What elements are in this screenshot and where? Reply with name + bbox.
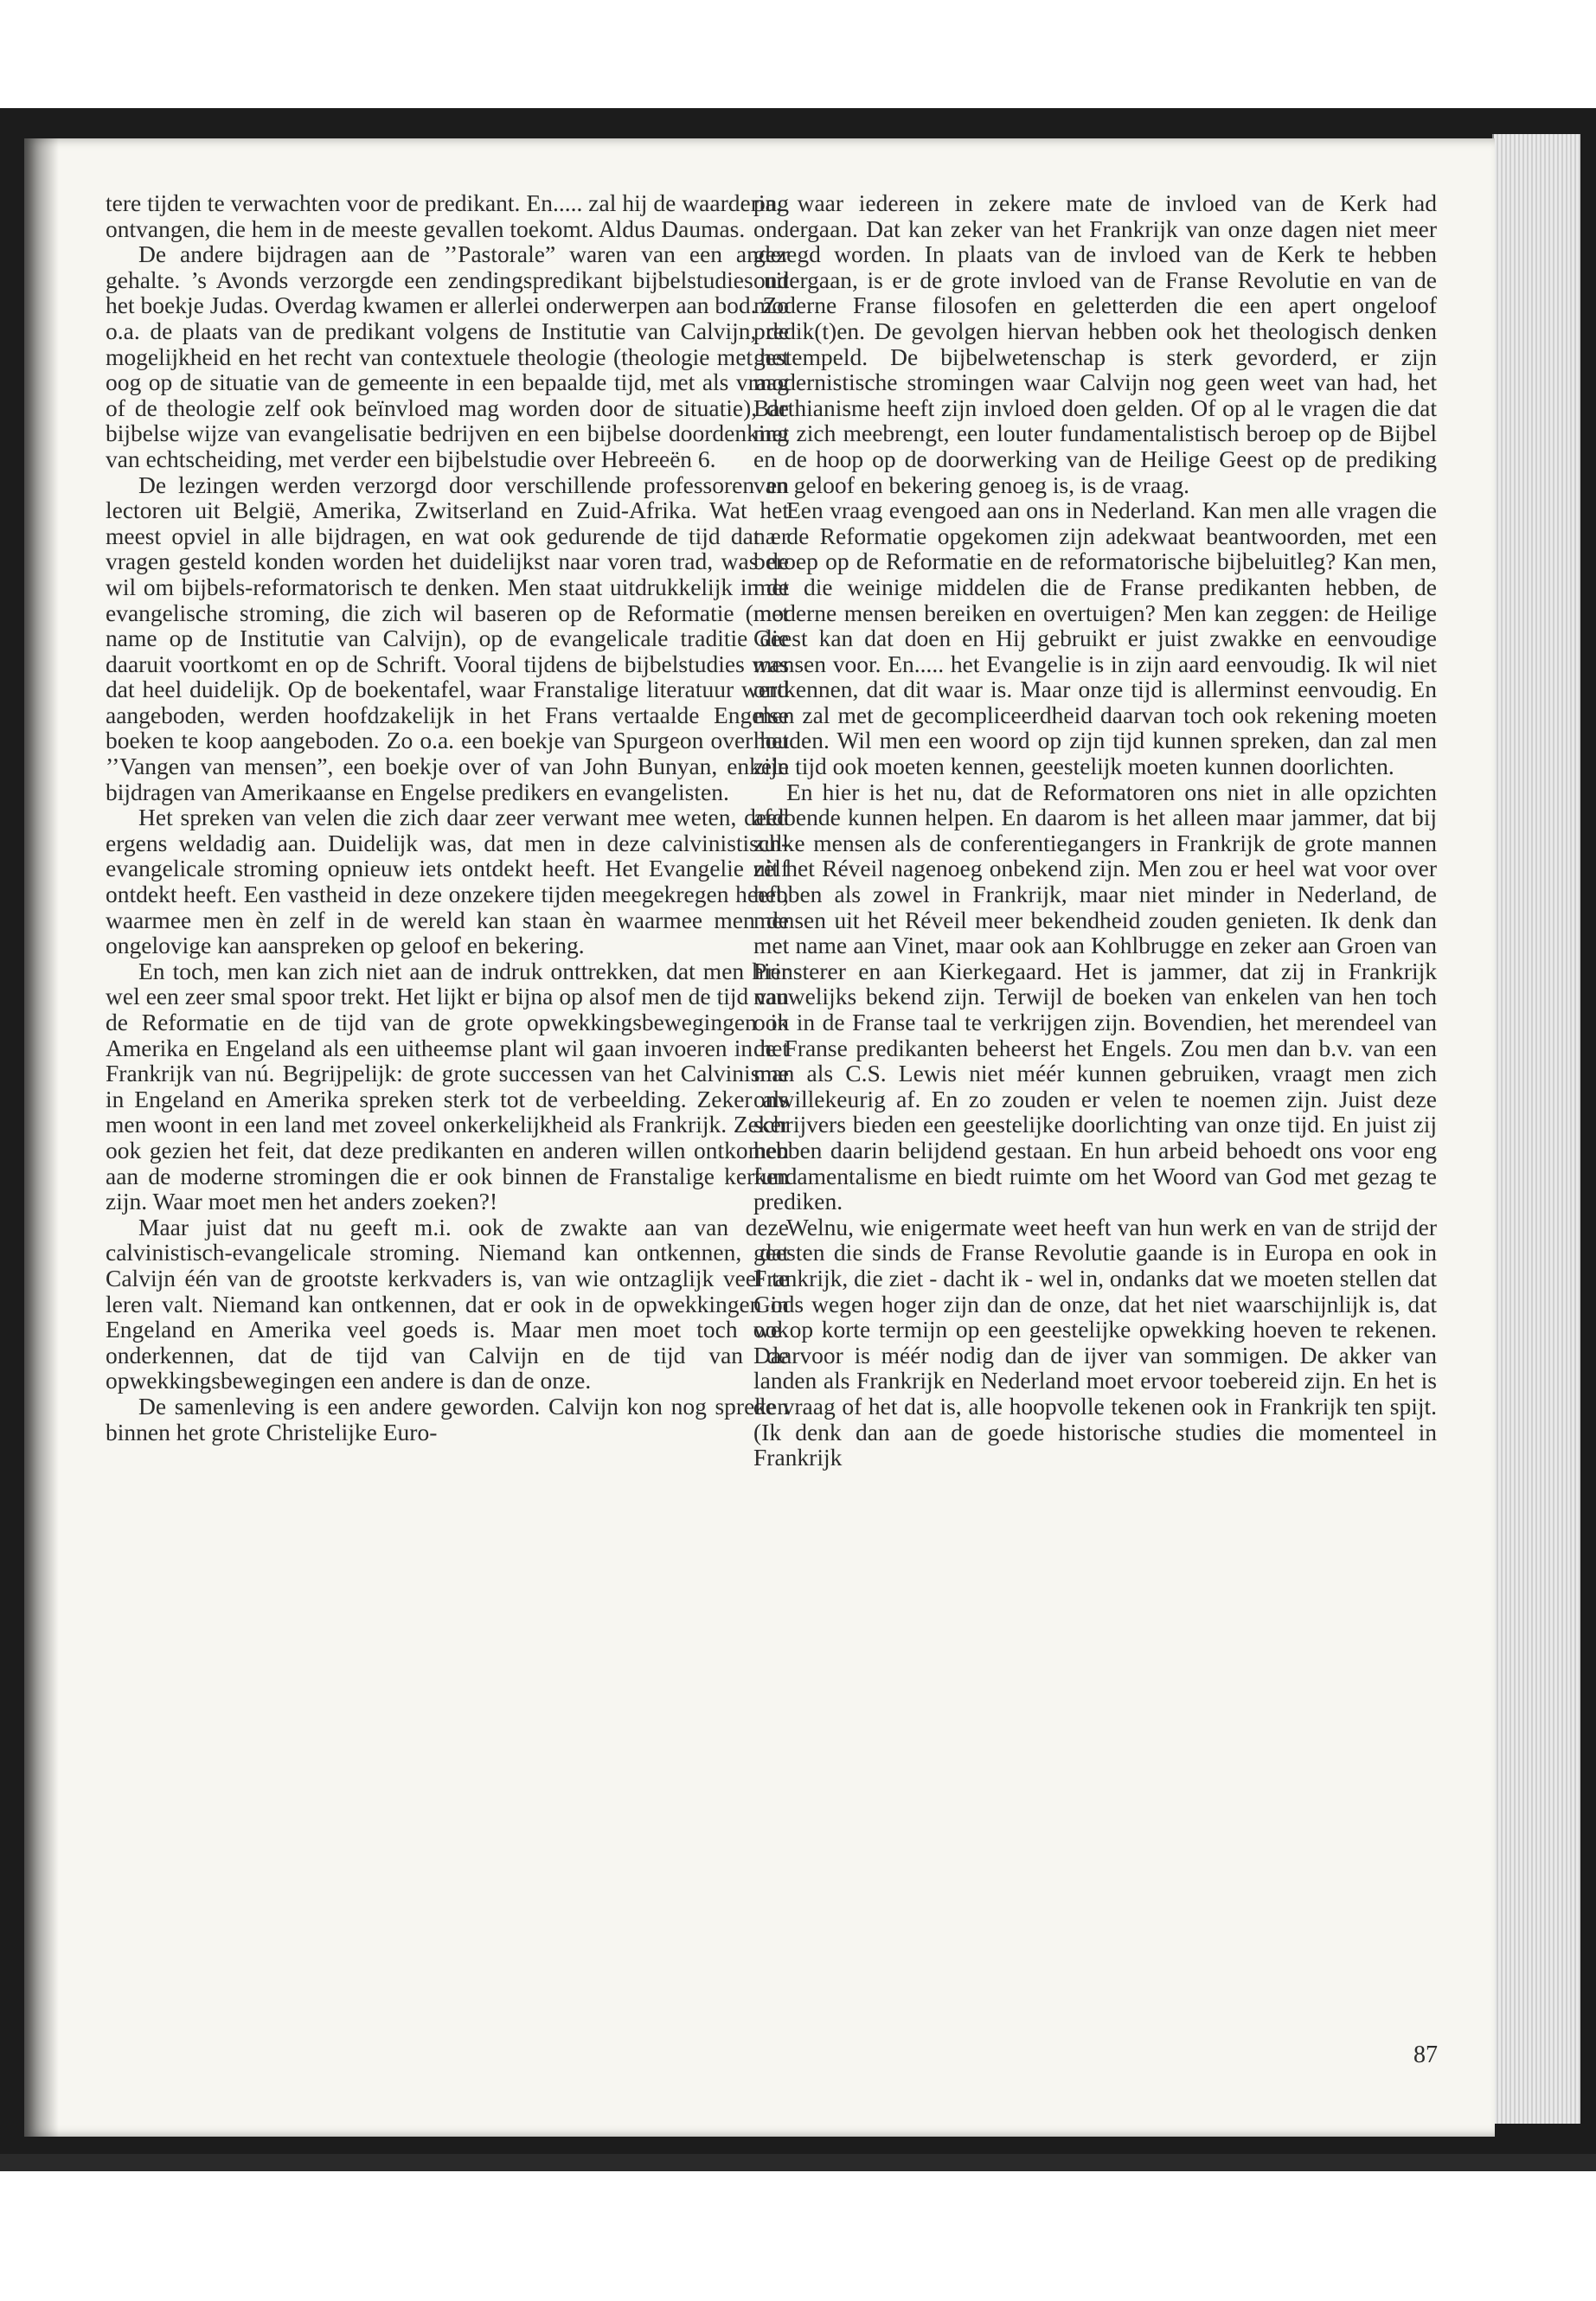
paragraph: De andere bijdragen aan de ’’Pastorale” waren van een ander gehalte. ’s Avonds verzorgde een zendingspredikant bijbelstudies uit het boekje Judas. Overdag kwamen er allerlei onderwerpen aan bod. Zo o.a. de plaats van de predikant volgens de Institutie van Calvijn, de mogelijkheid en het recht van contextuele theologie (theologie met het oog op de situatie van de gemeente in een bepaalde tijd, met als vraag of de theologie zelf ook beïnvloed mag worden door de situatie), de bijbelse wijze van evangelisatie bedrijven en een bijbelse doordenking van echtscheiding, met verder een bijbelstudie over Hebreeën 6. [106, 240, 789, 472]
paragraph: En hier is het nu, dat de Reformatoren ons niet in alle opzichten afdoende kunnen helpen. En daarom is het alleen maar jammer, dat bij zulke mensen als de conferentiegangers in Frankrijk de grote mannen uit het Réveil nagenoeg onbekend zijn. Men zou er heel wat voor over hebben als zowel in Frankrijk, maar niet minder in Nederland, de mensen uit het Réveil meer bekendheid zouden genieten. Ik denk dan met name aan Vinet, maar ook aan Kohlbrugge en zeker aan Groen van Prinsterer en aan Kierkegaard. Het is jammer, dat zij in Frankrijk nauwelijks bekend zijn. Terwijl de boeken van enkelen van hen toch ook in de Franse taal te verkrijgen zijn. Bovendien, het merendeel van de Franse predikanten beheerst het Engels. Zou men dan b.v. van een man als C.S. Lewis niet méér kunnen gebruiken, vraagt men zich onwillekeurig af. En zo zouden er velen te noemen zijn. Juist deze schrijvers bieden een geestelijke doorlichting van onze tijd. En juist zij hebben daarin belijdend gestaan. En hun arbeid behoedt ons voor eng fundamentalisme en biedt ruimte om het Woord van God met gezag te prediken. [753, 778, 1437, 1215]
page-number: 87 [1413, 2041, 1438, 2068]
page-edge-stack [1492, 134, 1580, 2124]
paragraph: De lezingen werden verzorgd door verschillende professoren en lectoren uit België, Amerika, Zwitserland en Zuid-Afrika. Wat het meest opviel in alle bijdragen, en wat ook gedurende de tijd dat er vragen gesteld konden worden het duidelijkst naar voren trad, was de wil om bijbels-reformatorisch te denken. Men staat uitdrukkelijk in de evangelische stroming, die zich wil baseren op de Reformatie (met name op de Institutie van Calvijn), op de evangelicale traditie die daaruit voortkomt en op de Schrift. Vooral tijdens de bijbelstudies was dat heel duidelijk. Op de boekentafel, waar Franstalige literatuur werd aangeboden, werden hoofdzakelijk in het Frans vertaalde Engelse boeken te koop aangeboden. Zo o.a. een boekje van Spurgeon over het ’’Vangen van mensen”, een boekje over of van John Bunyan, enkele bijdragen van Amerikaanse en Engelse predikers en evangelisten. [106, 471, 789, 805]
right-column [753, 190, 1437, 1471]
scan-bottom-edge [0, 2154, 1596, 2171]
paragraph: Maar juist dat nu geeft m.i. ook de zwakte aan van deze calvinistisch-evangelicale stroming. Niemand kan ontkennen, dat Calvijn één van de grootste kerkvaders is, van wie ontzaglijk veel te leren valt. Niemand kan ontkennen, dat er ook in de opwekkingen in Engeland en Amerika veel goeds is. Maar men moet toch ook onderkennen, dat de tijd van Calvijn en de tijd van de opwekkingsbewegingen een andere is dan de onze. [106, 1213, 789, 1394]
paragraph: En toch, men kan zich niet aan de indruk onttrekken, dat men hier wel een zeer smal spoor trekt. Het lijkt er bijna op alsof men de tijd van de Reformatie en de tijd van de grote opwekkingsbewegingen in Amerika en Engeland als een uitheemse plant wil gaan invoeren in het Frankrijk van nú. Begrijpelijk: de grote successen van het Calvinisme in Engeland en Amerika spreken sterk tot de verbeelding. Zeker als men woont in een land met zoveel onkerkelijkheid als Frankrijk. Zeker ook gezien het feit, dat deze predikanten en anderen willen ontkomen aan de moderne stromingen die er ook binnen de Franstalige kerken zijn. Waar moet men het anders zoeken?! [106, 957, 789, 1215]
left-column [106, 190, 789, 1445]
paragraph: Een vraag evengoed aan ons in Nederland. Kan men alle vragen die na de Reformatie opgekomen zijn adekwaat beantwoorden, met een beroep op de Reformatie en de reformatorische bijbeluitleg? Kan men, met die weinige middelen die de Franse predikanten hebben, de moderne mensen bereiken en overtuigen? Men kan zeggen: de Heilige Geest kan dat doen en Hij gebruikt er juist zwakke en eenvoudige mensen voor. En..... het Evangelie is in zijn aard eenvoudig. Ik wil niet ontkennen, dat dit waar is. Maar onze tijd is allerminst eenvoudig. En men zal met de gecompliceerdheid daarvan toch ook rekening moeten houden. Wil men een woord op zijn tijd kunnen spreken, dan zal men zijn tijd ook moeten kennen, geestelijk moeten kunnen doorlichten. [753, 497, 1437, 780]
paragraph: De samenleving is een andere geworden. Calvijn kon nog spreken binnen het grote Christelijke Euro- [106, 1392, 789, 1445]
paragraph: pa, waar iedereen in zekere mate de invloed van de Kerk had ondergaan. Dat kan zeker van het Frankrijk van onze dagen niet meer gezegd worden. In plaats van de invloed van de Kerk te hebben ondergaan, is er de grote invloed van de Franse Revolutie en van de moderne Franse filosofen en geletterden die een apert ongeloof predik(t)en. De gevolgen hiervan hebben ook het theologisch denken gestempeld. De bijbelwetenschap is sterk gevorderd, er zijn modernistische stromingen waar Calvijn nog geen weet van had, het Barthianisme heeft zijn invloed doen gelden. Of op al le vragen die dat met zich meebrengt, een louter fundamentalistisch beroep op de Bijbel en de hoop op de doorwerking van de Heilige Geest op de prediking van geloof en bekering genoeg is, is de vraag. [753, 189, 1437, 498]
paragraph: Welnu, wie enigermate weet heeft van hun werk en van de strijd der geesten die sinds de Franse Revolutie gaande is in Europa en ook in Frankrijk, die ziet - dacht ik - wel in, ondanks dat we moeten stellen dat Gods wegen hoger zijn dan de onze, dat het niet waarschijnlijk is, dat we op korte termijn op een geestelijke opwekking hoeven te rekenen. Daarvoor is méér nodig dan de ijver van sommigen. De akker van landen als Frankrijk en Nederland moet ervoor toebereid zijn. En het is de vraag of het dat is, alle hoopvolle tekenen ook in Frankrijk ten spijt. (Ik denk dan aan de goede historische studies die momenteel in Frankrijk [753, 1213, 1437, 1471]
spine-shadow [24, 138, 59, 2137]
paragraph: Het spreken van velen die zich daar zeer verwant mee weten, deed ergens weldadig aan. Duidelijk was, dat men in deze calvinistisch-evangelicale stroming opnieuw iets ontdekt heeft. Het Evangelie zèlf ontdekt heeft. Een vastheid in deze onzekere tijden meegekregen heeft, waarmee men èn zelf in de wereld kan staan èn waarmee men de ongelovige kan aanspreken op geloof en bekering. [106, 804, 789, 959]
paragraph: tere tijden te verwachten voor de predikant. En..... zal hij de waardering ontvangen, die hem in de meeste gevallen toekomt. Aldus Daumas. [106, 189, 789, 242]
